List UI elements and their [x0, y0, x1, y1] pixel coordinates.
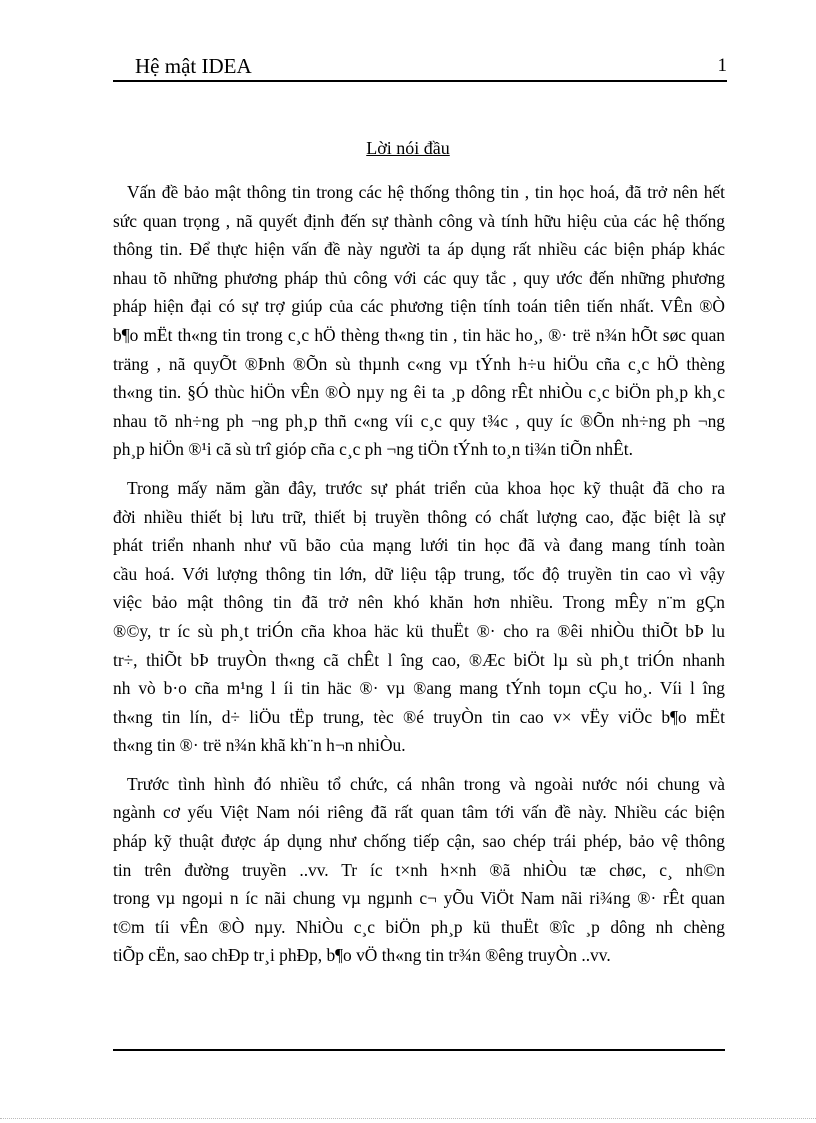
text-line: ngành cơ yếu Việt Nam nói riêng đã rất quan tâm tới vấn đề này. Nhiều các biện [113, 802, 725, 823]
text-line: nhau tõ nh÷ng ph ¬ng ph¸p thñ c«ng víi c¸c quy t¾c , quy íc ®Õn nh÷ng ph ¬ng [113, 410, 725, 431]
heading-text: Lời nói đầu [366, 138, 450, 158]
paragraph [113, 178, 725, 464]
text-line: th«ng tin ®· trë n¾n khã kh¨n h¬n nhiÒu. [113, 735, 406, 756]
text-line: cầu hoá. Với lượng thông tin lớn, dữ liệu tập trung, tốc độ truyền tin cao vì vậy [113, 563, 725, 584]
text-line: b¶o mËt th«ng tin trong c¸c hÖ thèng th«ng tin , tin häc ho¸, ®· trë n¾n hÕt søc quan [113, 324, 725, 345]
page-bottom-border [0, 1118, 816, 1119]
paragraph [113, 474, 725, 760]
paragraph [113, 770, 725, 970]
text-line: ph¸p hiÖn ®¹i cã sù trî gióp cña c¸c ph ¬ng tiÖn tÝnh to¸n ti¾n tiÕn nhÊt. [113, 439, 633, 460]
text-line: Trong mấy năm gần đây, trước sự phát triển của khoa học kỹ thuật đã cho ra [127, 477, 725, 498]
text-line: tin trên đường truyền ..vv. Tr íc t×nh h×nh ®ã nhiÒu tæ chøc, c¸ nh©n [113, 859, 725, 880]
text-line: t©m tíi vÊn ®Ò nµy. NhiÒu c¸c biÖn ph¸p kü thuËt ®îc ¸p dông nh chèng [113, 916, 725, 937]
text-line: trong vµ ngoµi n íc nãi chung vµ ngµnh c¬ yÕu ViÖt Nam nãi ri¾ng ®· rÊt quan [113, 888, 725, 909]
text-line: Trước tình hình đó nhiều tổ chức, cá nhân trong và ngoài nước nói chung và [127, 773, 725, 794]
text-line: th«ng tin lín, d÷ liÖu tËp trung, tèc ®é truyÒn tin cao v× vËy viÖc b¶o mËt [113, 706, 725, 727]
text-line: Vấn đề bảo mật thông tin trong các hệ thống thông tin , tin học hoá, đã trở nên hết [127, 182, 725, 202]
document-body [113, 178, 725, 980]
header-title: Hệ mật IDEA [135, 54, 252, 78]
text-line: pháp hiện đại có sự trợ giúp của các phương tiện tính toán tiên tiến nhất. VÊn ®Ò [113, 296, 725, 317]
text-line: nhau tõ những phương pháp thủ công với các quy tắc , quy ước đến những phương [113, 267, 725, 288]
text-line: việc bảo mật thông tin đã trở nên khó khăn hơn nhiều. Trong mÊy n¨m gÇn [113, 592, 725, 613]
text-line: đời nhiều thiết bị lưu trữ, thiết bị truyền thông có chất lượng cao, đặc biệt là sự [113, 506, 725, 527]
page-number: 1 [717, 55, 727, 76]
header-rule [113, 80, 727, 82]
text-line: pháp kỹ thuật được áp dụng như chống tiếp cận, sao chép trái phép, bảo vệ thông [113, 831, 725, 852]
text-line: tiÕp cËn, sao chÐp tr¸i phÐp, b¶o vÖ th«ng tin tr¾n ®êng truyÒn ..vv. [113, 945, 611, 966]
page-header [113, 52, 727, 82]
text-line: sức quan trọng , nã quyết định đến sự thành công và tính hữu hiệu của các hệ thống [113, 210, 725, 231]
text-line: ®©y, tr íc sù ph¸t triÓn cña khoa häc kü thuËt ®· cho ra ®êi nhiÒu thiÕt bÞ lu [113, 620, 725, 641]
text-line: thông tin. Để thực hiện vấn đề này người ta áp dụng rất nhiều các biện pháp khác [113, 239, 725, 260]
text-line: th«ng tin. §Ó thùc hiÖn vÊn ®Ò nµy ng êi ta ¸p dông rÊt nhiÒu c¸c biÖn ph¸p kh¸c [113, 382, 725, 403]
section-heading [0, 138, 816, 159]
text-line: träng , nã quyÕt ®Þnh ®Õn sù thµnh c«ng vµ tÝnh h÷u hiÖu cña c¸c hÖ thèng [113, 353, 725, 374]
text-line: phát triển nhanh như vũ bão của mạng lưới tin học đã và đang mang tính toàn [113, 535, 725, 556]
text-line: nh vò b·o cña m¹ng l íi tin häc ®· vµ ®ang mang tÝnh toµn cÇu ho¸. Víi l îng [113, 678, 725, 699]
text-line: tr÷, thiÕt bÞ truyÒn th«ng cã chÊt l îng cao, ®Æc biÖt lµ sù ph¸t triÓn nhanh [113, 649, 725, 670]
footer-rule [113, 1049, 725, 1051]
